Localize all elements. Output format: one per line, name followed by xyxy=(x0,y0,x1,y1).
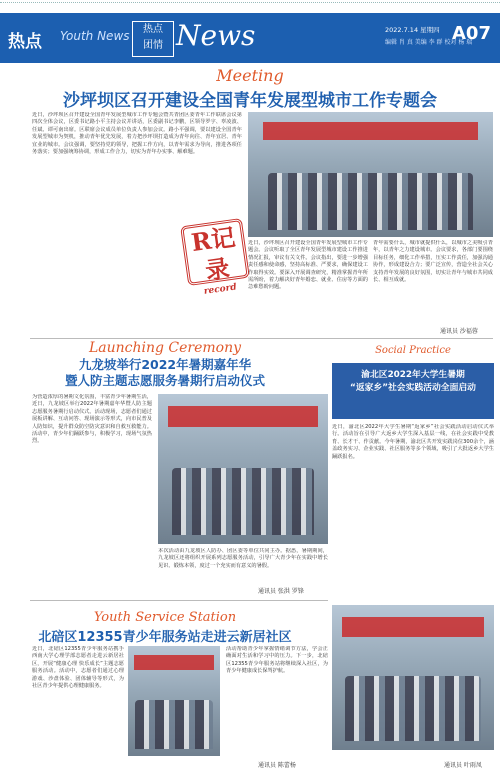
article4-kicker: Youth Service Station xyxy=(93,610,237,625)
section-label: 团情 xyxy=(143,40,163,51)
header-dots xyxy=(0,2,500,11)
news-title: News xyxy=(176,19,256,52)
article3-col: 近日，渝北区2022年大学生暑期“返家乡”社会实践活动启动仪式举行。活动旨在引导广大返乡大学生深入基层一线，在社会实践中受教育、长才干、作贡献。今年暑期，渝北区共开发实践岗位300余个，涵盖政务实习、企业实践、社区服务等多个领域，吸引了大批返乡大学生踊跃报名。 xyxy=(332,424,494,460)
article3-headline-2: “返家乡”社会实践活动全面启动 xyxy=(350,383,476,393)
article4-photo xyxy=(128,646,220,756)
article1-byline: 通讯员 沙福蓉 xyxy=(440,328,478,335)
article1-photo xyxy=(248,112,493,237)
article2-col1: 为营造浓厚的暑期文化氛围，丰富青少年暑期生活，近日，九龙坡区举行2022年暑期嘉年华暨人防主题志愿服务暑期行启动仪式。活动现场，志愿者们通过展板讲解、互动问答、现场演示等形式，向市民普及人防知识，提升群众防空防灾意识和自救互救能力。活动中，青少年们踊跃参与，积极学习，现场气氛热烈。 xyxy=(32,394,152,445)
article2-byline: 通讯员 张洪 罗锋 xyxy=(258,588,304,595)
article2-col2: 本次活动由九龙坡区人防办、团区委等单位共同主办。据悉，暑期期间，九龙坡区还将组织开展系列志愿服务活动，引导广大青少年在实践中增长见识、锻炼本领，度过一个充实而有意义的暑假。 xyxy=(158,548,328,569)
photo-banner xyxy=(342,617,485,637)
article2-kicker: Launching Ceremony xyxy=(88,340,242,356)
issue-date: 2022.7.14 星期四 xyxy=(385,26,440,34)
photo-people xyxy=(345,676,481,741)
brand-logo: 热点 xyxy=(8,32,42,52)
section-box xyxy=(132,21,174,57)
page-number: A07 xyxy=(452,23,491,44)
stamp-cn: R记录 xyxy=(189,222,238,286)
record-stamp xyxy=(180,218,250,297)
masthead xyxy=(0,13,500,63)
article1-col3: 青年需要什么，城市就提供什么，以城市之美吸引青年，以青年之力建设城市。会议要求，各部门要围绕目标任务，细化工作举措，压实工作责任，加强沟通协作，形成建设合力；要广泛宣传，营造全社会关心支持青年发展的良好氛围，切实让青年与城市共同成长、相互成就。 xyxy=(373,240,493,284)
article3-headline-1: 渝北区2022年大学生暑期 xyxy=(361,370,465,380)
brand-en: Youth News xyxy=(60,29,130,43)
photo-people xyxy=(268,173,474,229)
article4-byline: 通讯员 陈蕾杨 xyxy=(258,762,296,769)
article2-photo xyxy=(158,394,328,544)
article3-byline: 通讯员 叶雨凤 xyxy=(444,762,482,769)
stamp-en: record xyxy=(203,282,238,297)
article3-photo xyxy=(332,605,494,750)
page-header xyxy=(0,0,500,62)
article1-col2: 近日，沙坪坝区召开建设全国青年发展型城市工作专题会。会议听取了全区青年发展型城市建设工作推进情况汇报，审议有关文件。会议指出，要进一步增强责任感和使命感，坚持高标准、严要求，确保建设工作取得实效。要深入开展调查研究，精准掌握青年所需所盼，着力解决好青年婚恋、就业、住房等方面的急难愁盼问题。 xyxy=(248,240,368,291)
article4-col2: 活动帮助青少年掌握情绪调节方法，学会正确面对生活和学习中的压力。下一步，北碚区12355青少年服务站将继续深入社区，为青少年健康成长保驾护航。 xyxy=(226,646,328,675)
article1-col1: 近日，沙坪坝区召开建设全国青年发展型城市工作专题会暨共青团区委青年工作联席会议第四次全体会议，区委书记路小平主持会议并讲话，区委副书记李鹏，区领导罗宇、辜凌波、任斌、谭可南出席。区联席会议成员单位负责人参加会议。路小平强调，要以建设全国青年发展型城市为契机，推动青年优先发展，着力把沙坪坝打造成为青年向往、青年宜居、青年宜业的城市。会议强调，要坚持党的领导，把握工作方向，以青年需求为导向，推进各项任务落实；要加强统筹协调，形成工作合力，切实为青年办实事、解难题。 xyxy=(32,112,242,156)
article4-col1: 近日，北碚区12355青少年服务站携手西南大学心理学部志愿者走进云新居社区，开展“健康心理 快乐成长”主题志愿服务活动。活动中，志愿者们通过心理游戏、沙盘体验、团体辅导等形式，为社区青少年提供心理健康服务。 xyxy=(32,646,124,690)
editors: 编辑 肖 真 美编 李 群 校对 杨 瑞 xyxy=(385,39,473,46)
hot-label: 热点 xyxy=(143,24,163,35)
photo-banner xyxy=(168,406,318,427)
article1-headline: 沙坪坝区召开建设全国青年发展型城市工作专题会 xyxy=(63,91,437,111)
article2-headline-1: 九龙坡举行2022年暑期嘉年华 xyxy=(78,357,252,372)
photo-banner xyxy=(134,655,215,670)
divider-1 xyxy=(30,338,493,339)
article2-headline-2: 暨人防主题志愿服务暑期行启动仪式 xyxy=(64,373,265,388)
article3-kicker: Social Practice xyxy=(375,345,451,356)
divider-2 xyxy=(30,600,328,601)
article4-headline: 北碚区12355青少年服务站走进云新居社区 xyxy=(38,630,292,645)
photo-people xyxy=(135,700,212,750)
photo-people xyxy=(172,468,315,536)
photo-banner xyxy=(263,122,479,140)
article1-kicker: Meeting xyxy=(216,66,284,85)
